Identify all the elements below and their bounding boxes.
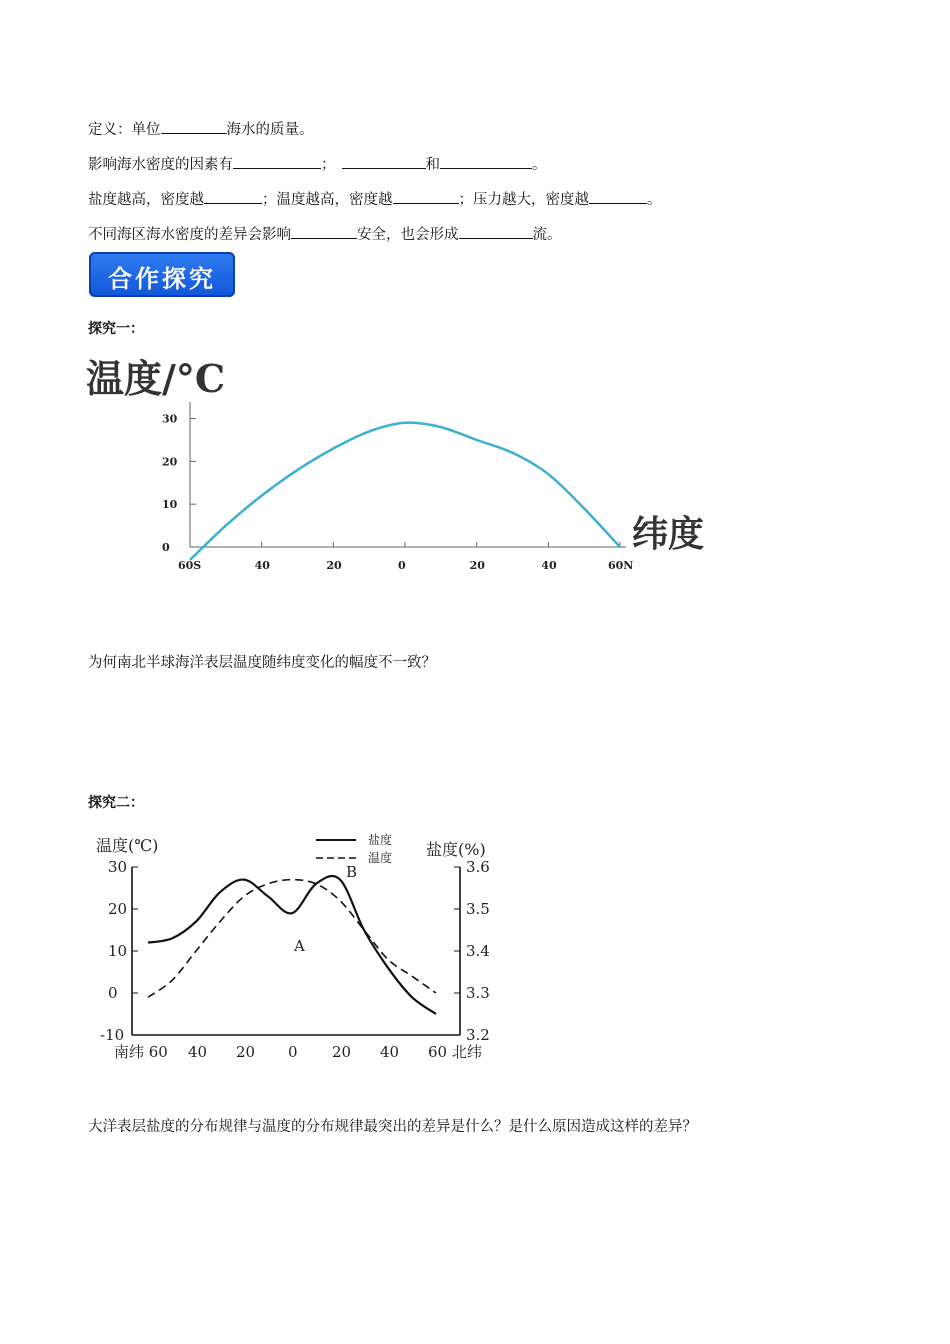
chart1-y-tick-label: 0 <box>162 541 170 554</box>
chart2-right-tick-label: 3.5 <box>466 900 490 918</box>
chart2-x-tick-label: 南纬 60 <box>114 1043 168 1061</box>
answer-blank[interactable] <box>233 154 321 169</box>
chart1-x-tick-label: 60N <box>608 559 634 572</box>
chart2-left-tick-label: -10 <box>100 1026 125 1044</box>
chart1-x-tick-label: 0 <box>398 559 406 572</box>
line-text: ；压力越大，密度越 <box>458 192 589 208</box>
line-text: 流。 <box>532 227 562 243</box>
chart2-left-tick-label: 30 <box>108 858 128 876</box>
badge-label: 合作探究 <box>108 265 216 293</box>
chart2-x-tick-label: 0 <box>288 1043 298 1061</box>
answer-blank[interactable] <box>459 224 533 239</box>
sst-latitude-chart <box>80 350 800 590</box>
line-text: 影响海水密度的因素有 <box>88 157 233 173</box>
chart1-ylabel: 温度/°C <box>86 356 226 401</box>
chart2-x-tick-label: 20 <box>236 1043 256 1061</box>
line-text: 安全，也会形成 <box>357 227 459 243</box>
answer-blank[interactable] <box>291 224 357 239</box>
line-text: 不同海区海水密度的差异会影响 <box>88 227 291 243</box>
temp-salinity-chart <box>88 825 518 1075</box>
chart2-x-tick-label: 40 <box>380 1043 400 1061</box>
chart2-right-tick-label: 3.3 <box>466 984 490 1002</box>
temperature-line <box>148 880 436 998</box>
definition-line <box>88 118 314 139</box>
chart1-x-tick-label: 20 <box>469 559 485 572</box>
line-text: 。 <box>647 192 662 208</box>
answer-blank[interactable] <box>204 189 262 204</box>
explore-one-heading: 探究一： <box>88 321 144 337</box>
answer-blank[interactable] <box>440 154 532 169</box>
chart2-x-tick-label: 60 北纬 <box>428 1043 482 1061</box>
answer-blank[interactable] <box>342 154 426 169</box>
chart1-y-tick-label: 10 <box>162 498 178 512</box>
answer-blank[interactable] <box>589 189 647 204</box>
point-a-label: A <box>294 937 305 955</box>
density-relations-line <box>88 188 662 209</box>
line-text: ； <box>321 157 336 173</box>
chart2-left-tick-label: 20 <box>108 900 128 918</box>
line-text: 和 <box>425 157 440 173</box>
answer-blank[interactable] <box>161 119 227 134</box>
explore-two-question: 大洋表层盐度的分布规律与温度的分布规律最突出的差异是什么？是什么原因造成这样的差异？ <box>88 1119 697 1135</box>
chart2-x-tick-label: 20 <box>332 1043 352 1061</box>
chart1-series-line <box>190 423 620 560</box>
chart1-y-tick-label: 20 <box>162 455 178 469</box>
chart1-x-tick-label: 60S <box>178 559 202 572</box>
chart2-x-tick-label: 40 <box>188 1043 208 1061</box>
legend-temperature-label: 温度 <box>368 851 393 865</box>
chart1-xlabel: 纬度 <box>632 513 705 555</box>
chart1-x-tick-label: 20 <box>326 559 342 572</box>
line-text: 海水的质量。 <box>226 122 314 138</box>
density-impact-line <box>88 223 562 244</box>
chart1-x-tick-label: 40 <box>254 559 270 572</box>
line-text: 定义：单位 <box>88 122 161 138</box>
explore-two-heading: 探究二： <box>88 795 144 811</box>
chart2-right-tick-label: 3.2 <box>466 1026 490 1044</box>
chart2-left-tick-label: 10 <box>108 942 128 960</box>
cooperative-inquiry-badge <box>89 252 235 297</box>
chart2-right-tick-label: 3.4 <box>466 942 490 960</box>
chart2-ylabel-left: 温度(℃) <box>96 836 159 855</box>
explore-one-question: 为何南北半球海洋表层温度随纬度变化的幅度不一致？ <box>88 655 436 671</box>
line-text: 。 <box>532 157 547 173</box>
line-text: ；温度越高，密度越 <box>262 192 393 208</box>
chart1-x-tick-label: 40 <box>541 559 557 572</box>
legend-salinity-label: 盐度 <box>368 833 393 847</box>
point-b-label: B <box>346 863 358 881</box>
chart2-left-tick-label: 0 <box>108 984 118 1002</box>
chart2-right-tick-label: 3.6 <box>466 858 490 876</box>
factors-line <box>88 153 547 174</box>
chart1-y-tick-label: 30 <box>162 412 178 426</box>
salinity-line <box>148 876 436 1014</box>
chart2-ylabel-right: 盐度(%) <box>426 840 486 859</box>
line-text: 盐度越高，密度越 <box>88 192 204 208</box>
answer-blank[interactable] <box>393 189 459 204</box>
